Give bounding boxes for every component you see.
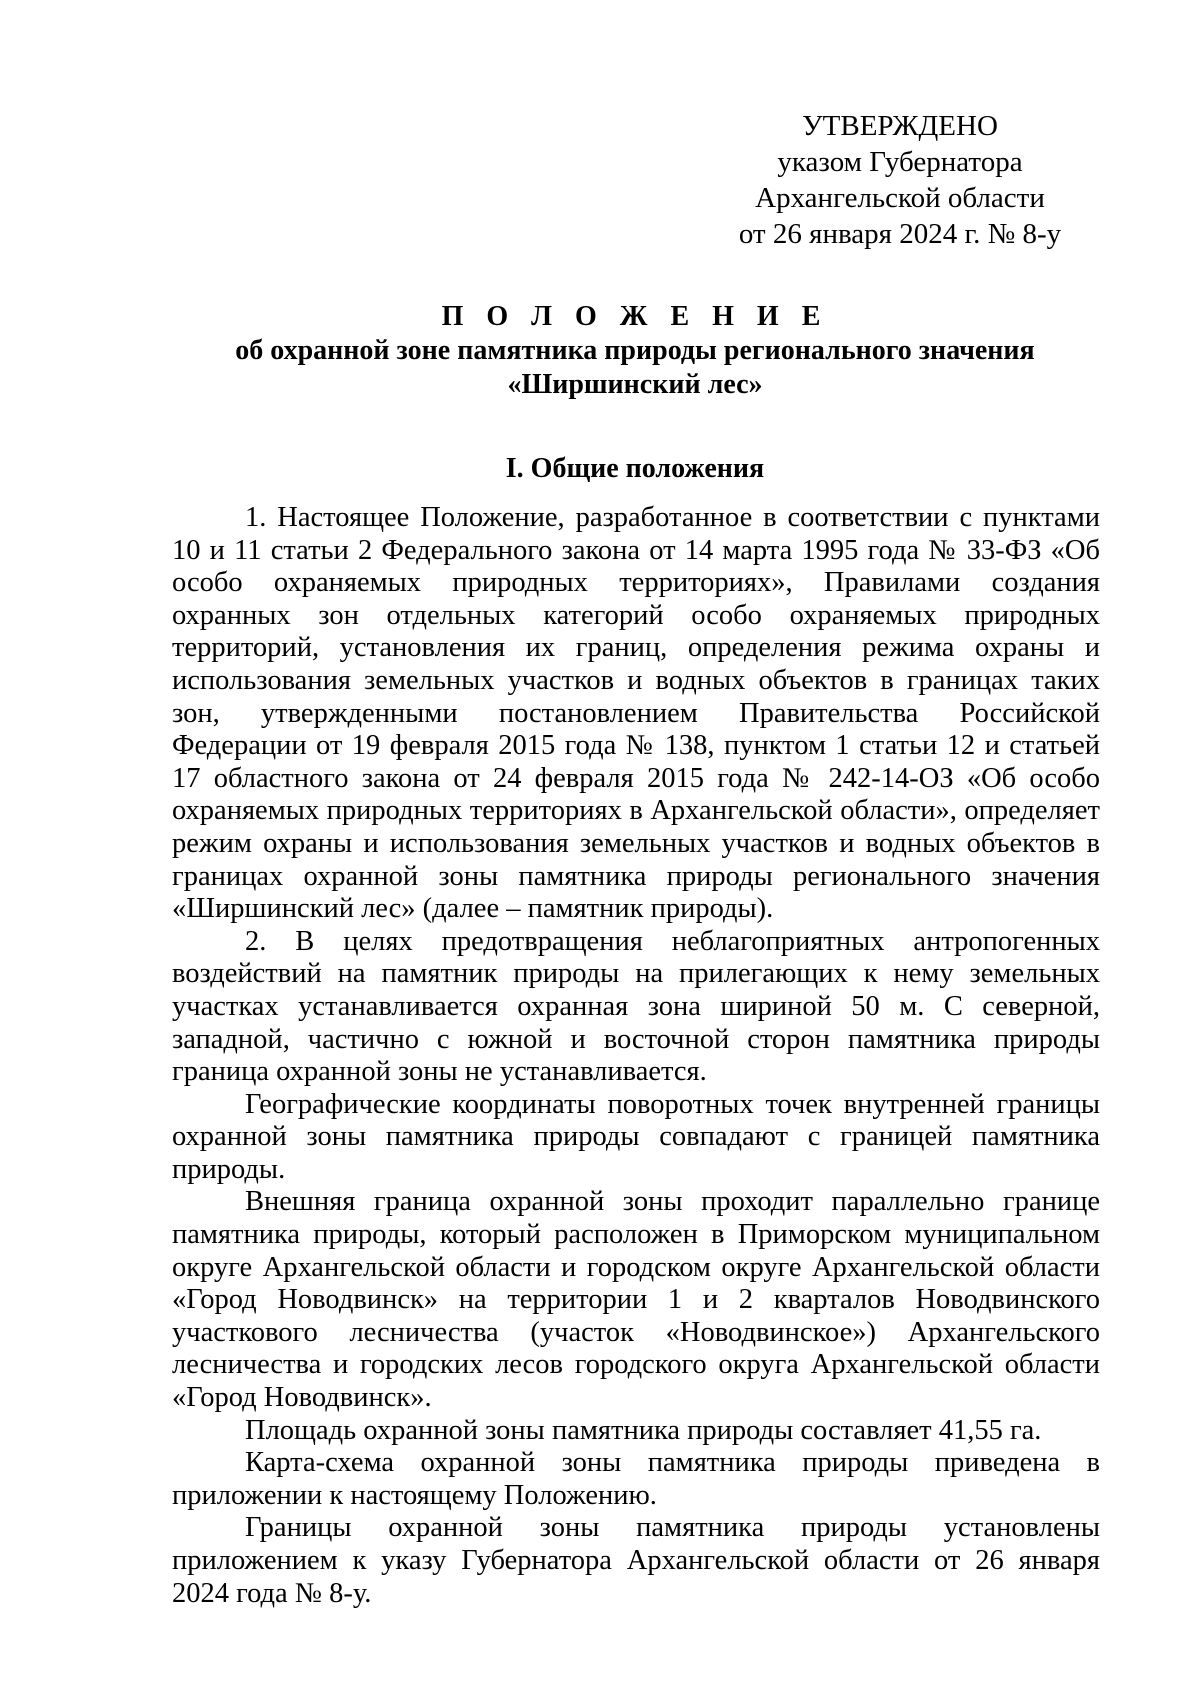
document-body bbox=[172, 502, 1100, 1610]
paragraph-5: Площадь охранной зоны памятника природы составляет 41,55 га. bbox=[245, 1414, 1042, 1446]
paragraph-4: Внешняя граница охранной зоны проходит параллельно границе памятника природы, который расположен в Приморском муниципальном округе Архангельской области и городском округе Архангельской области «Город Новодвинск» на территории 1 и 2 кварталов Новодвинского участкового лесничества (участок «Новодвинское») Архангельского лесничества и городских лесов городского округа Архангельской области «Город Новодвинск». bbox=[172, 1186, 1100, 1414]
document-subtitle-line-2: «Ширшинский лес» bbox=[507, 369, 763, 400]
paragraph-1: 1. Настоящее Положение, разработанное в соответствии с пунктами 10 и 11 статьи 2 Федерального закона от 14 марта 1995 года № 33-ФЗ «Об особо охраняемых природных территориях», Правилами создания охранных зон отдельных категорий особо охраняемых природных территорий, установления их границ, определения режима охраны и использования земельных участков и водных объектов в границах таких зон, утвержденными постановлением Правительства Российской Федерации от 19 февраля 2015 года № 138, пунктом 1 статьи 12 и статьей 17 областного закона от 24 февраля 2015 года № 242-14-ОЗ «Об особо охраняемых природных территориях в Архангельской области», определяет режим охраны и использования земельных участков и водных объектов в границах охранной зоны памятника природы регионального значения «Ширшинский лес» (далее – памятник природы). bbox=[172, 502, 1100, 925]
approval-region: Архангельской области bbox=[755, 182, 1045, 214]
section-heading: I. Общие положения bbox=[505, 453, 765, 484]
approval-stamp bbox=[700, 108, 1100, 252]
document-subtitle-line-1: об охранной зоне памятника природы регионального значения bbox=[235, 335, 1035, 366]
paragraph-6: Карта-схема охранной зоны памятника природы приведена в приложении к настоящему Положению. bbox=[172, 1447, 1100, 1511]
paragraph-3: Географические координаты поворотных точек внутренней границы охранной зоны памятника природы совпадают с границей памятника природы. bbox=[172, 1088, 1100, 1185]
document-title-block bbox=[170, 300, 1100, 402]
approval-status: УТВЕРЖДЕНО bbox=[802, 110, 998, 142]
document-title: П О Л О Ж Е Н И Е bbox=[441, 301, 829, 332]
approval-date-number: от 26 января 2024 г. № 8-у bbox=[738, 218, 1062, 250]
paragraph-7: Границы охранной зоны памятника природы установлены приложением к указу Губернатора Архангельской области от 26 января 2024 года № 8-у. bbox=[172, 1512, 1100, 1609]
approval-authority: указом Губернатора bbox=[777, 146, 1023, 178]
paragraph-2: 2. В целях предотвращения неблагоприятных антропогенных воздействий на памятник природы на прилегающих к нему земельных участках устанавливается охранная зона шириной 50 м. С северной, западной, частично с южной и восточной сторон памятника природы граница охранной зоны не устанавливается. bbox=[172, 925, 1100, 1088]
